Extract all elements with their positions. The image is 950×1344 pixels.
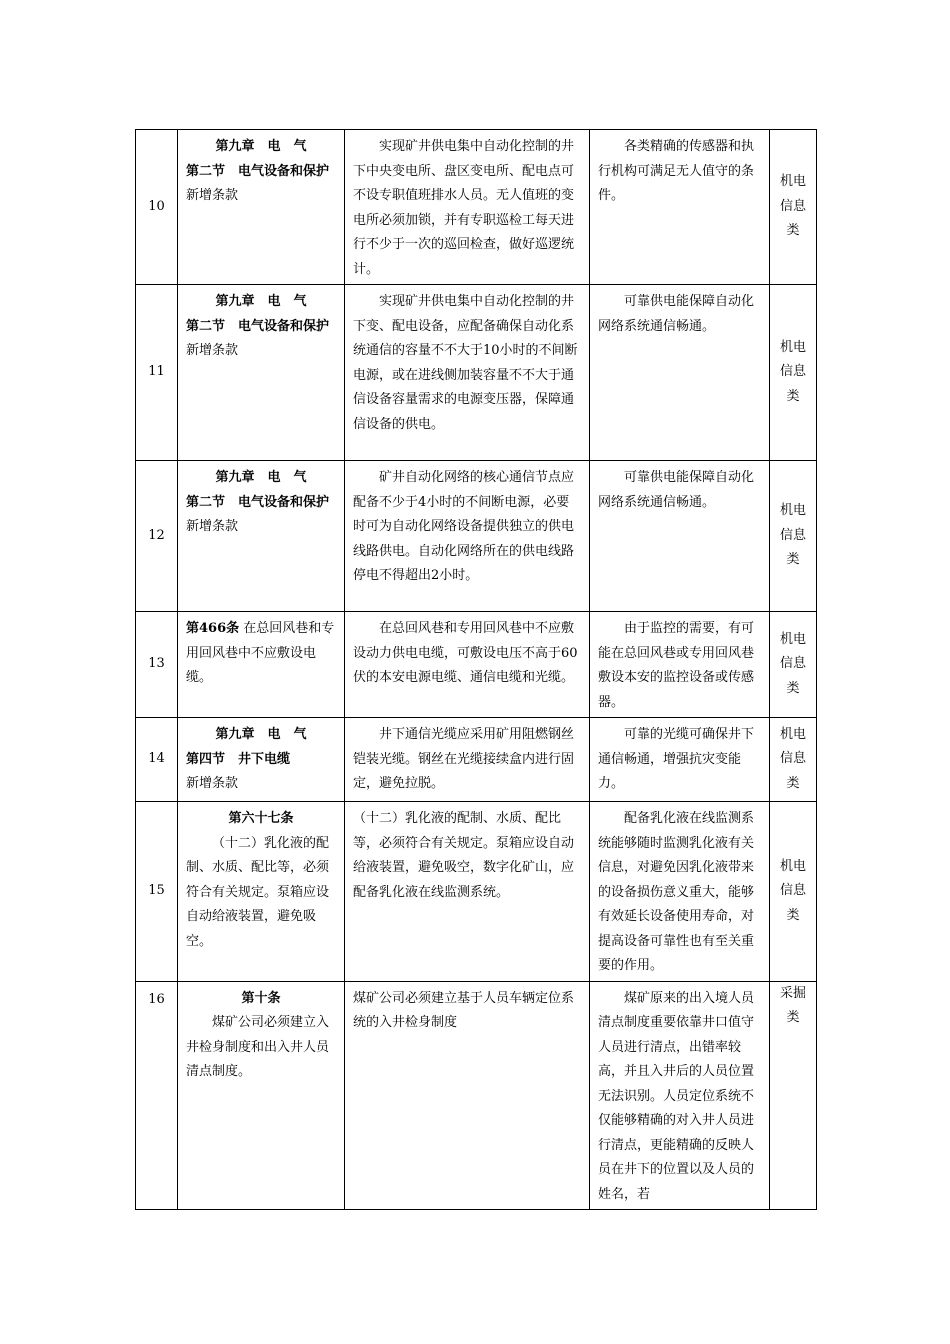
content-cell: 实现矿井供电集中自动化控制的井下变、配电设备，应配备确保自动化系统通信的容量不不大于10小时的不间断电源，或在进线侧加装容量不不大于通信设备容量需求的电源变压器，保障通信设备的供电。 (345, 285, 590, 461)
article-text: 在总回风巷和专用回风巷中不应敷设电缆。 (186, 621, 335, 685)
section-title: 第二节 电气设备和保护 (186, 318, 330, 334)
clause-cell (178, 285, 345, 461)
chapter-title: 第九章 电 气 (215, 727, 307, 742)
table-row (136, 718, 817, 802)
section-title: 第四节 井下电缆 (186, 751, 291, 767)
clause-note: 新增条款 (186, 519, 239, 534)
reason-cell: 配备乳化液在线监测系统能够随时监测乳化液有关信息，对避免因乳化液带来的设备损伤意义重大，能够有效延长设备使用寿命，对提高设备可靠性也有至关重要的作用。 (590, 802, 770, 982)
reason-cell: 可靠的光缆可确保井下通信畅通，增强抗灾变能力。 (590, 718, 770, 802)
clause-note: 新增条款 (186, 343, 239, 358)
section-title: 第二节 电气设备和保护 (186, 494, 330, 510)
category-cell: 机电信息类 (770, 802, 817, 982)
reason-cell: 由于监控的需要，有可能在总回风巷或专用回风巷敷设本安的监控设备或传感器。 (590, 612, 770, 718)
clause-cell (178, 718, 345, 802)
content-cell: 矿井自动化网络的核心通信节点应配备不少于4小时的不间断电源，必要时可为自动化网络设备提供独立的供电线路供电。自动化网络所在的供电线路停电不得超出2小时。 (345, 461, 590, 612)
section-title: 第二节 电气设备和保护 (186, 163, 330, 179)
chapter-title: 第九章 电 气 (215, 470, 307, 485)
row-number: 10 (136, 130, 178, 285)
clause-cell (178, 461, 345, 612)
row-number: 11 (136, 285, 178, 461)
content-cell: 井下通信光缆应采用矿用阻燃钢丝铠装光缆。钢丝在光缆接续盒内进行固定，避免拉脱。 (345, 718, 590, 802)
reason-cell: 各类精确的传感器和执行机构可满足无人值守的条件。 (590, 130, 770, 285)
table-row (136, 981, 817, 1210)
clause-note: 新增条款 (186, 188, 239, 203)
clause-cell (178, 981, 345, 1210)
chapter-title: 第九章 电 气 (215, 139, 307, 154)
category-cell: 机电信息类 (770, 718, 817, 802)
article-number: 第十条 (241, 990, 281, 1006)
category-cell: 机电信息类 (770, 461, 817, 612)
content-cell: 煤矿公司必须建立基于人员车辆定位系统的入井检身制度 (345, 981, 590, 1210)
clause-cell (178, 130, 345, 285)
table-row (136, 461, 817, 612)
table-row (136, 285, 817, 461)
table-row (136, 802, 817, 982)
chapter-title: 第九章 电 气 (215, 294, 307, 309)
reason-cell: 可靠供电能保障自动化网络系统通信畅通。 (590, 285, 770, 461)
row-number: 16 (136, 981, 178, 1210)
row-number: 12 (136, 461, 178, 612)
clause-cell (178, 612, 345, 718)
regulation-table (135, 129, 817, 1210)
article-text: （十二）乳化液的配制、水质、配比等，必须符合有关规定。泵箱应设自动给液装置，避免吸空。 (186, 835, 330, 949)
reason-cell: 可靠供电能保障自动化网络系统通信畅通。 (590, 461, 770, 612)
article-text: 煤矿公司必须建立入井检身制度和出入井人员清点制度。 (186, 1015, 330, 1079)
row-number: 14 (136, 718, 178, 802)
content-cell: 在总回风巷和专用回风巷中不应敷设动力供电电缆，可敷设电压不高于60伏的本安电源电缆、通信电缆和光缆。 (345, 612, 590, 718)
content-cell: 实现矿井供电集中自动化控制的井下中央变电所、盘区变电所、配电点可不设专职值班排水人员。无人值班的变电所必须加锁，并有专职巡检工每天进行不少于一次的巡回检查，做好巡逻统计。 (345, 130, 590, 285)
reason-cell: 煤矿原来的出入境人员清点制度重要依靠井口值守人员进行清点，出错率较高，并且入井后的人员位置无法识别。人员定位系统不仅能够精确的对入井人员进行清点，更能精确的反映人员在井下的位置以及人员的姓名，若 (590, 981, 770, 1210)
content-cell: （十二）乳化液的配制、水质、配比等，必须符合有关规定。泵箱应设自动给液装置，避免吸空，数字化矿山，应配备乳化液在线监测系统。 (345, 802, 590, 982)
row-number: 15 (136, 802, 178, 982)
category-cell: 机电信息类 (770, 130, 817, 285)
article-number: 第466条 (186, 621, 240, 636)
clause-note: 新增条款 (186, 776, 239, 791)
category-cell: 采掘类 (770, 981, 817, 1210)
row-number: 13 (136, 612, 178, 718)
category-cell: 机电信息类 (770, 285, 817, 461)
category-cell: 机电信息类 (770, 612, 817, 718)
clause-cell (178, 802, 345, 982)
article-number: 第六十七条 (228, 811, 294, 826)
table-row (136, 130, 817, 285)
table-row (136, 612, 817, 718)
